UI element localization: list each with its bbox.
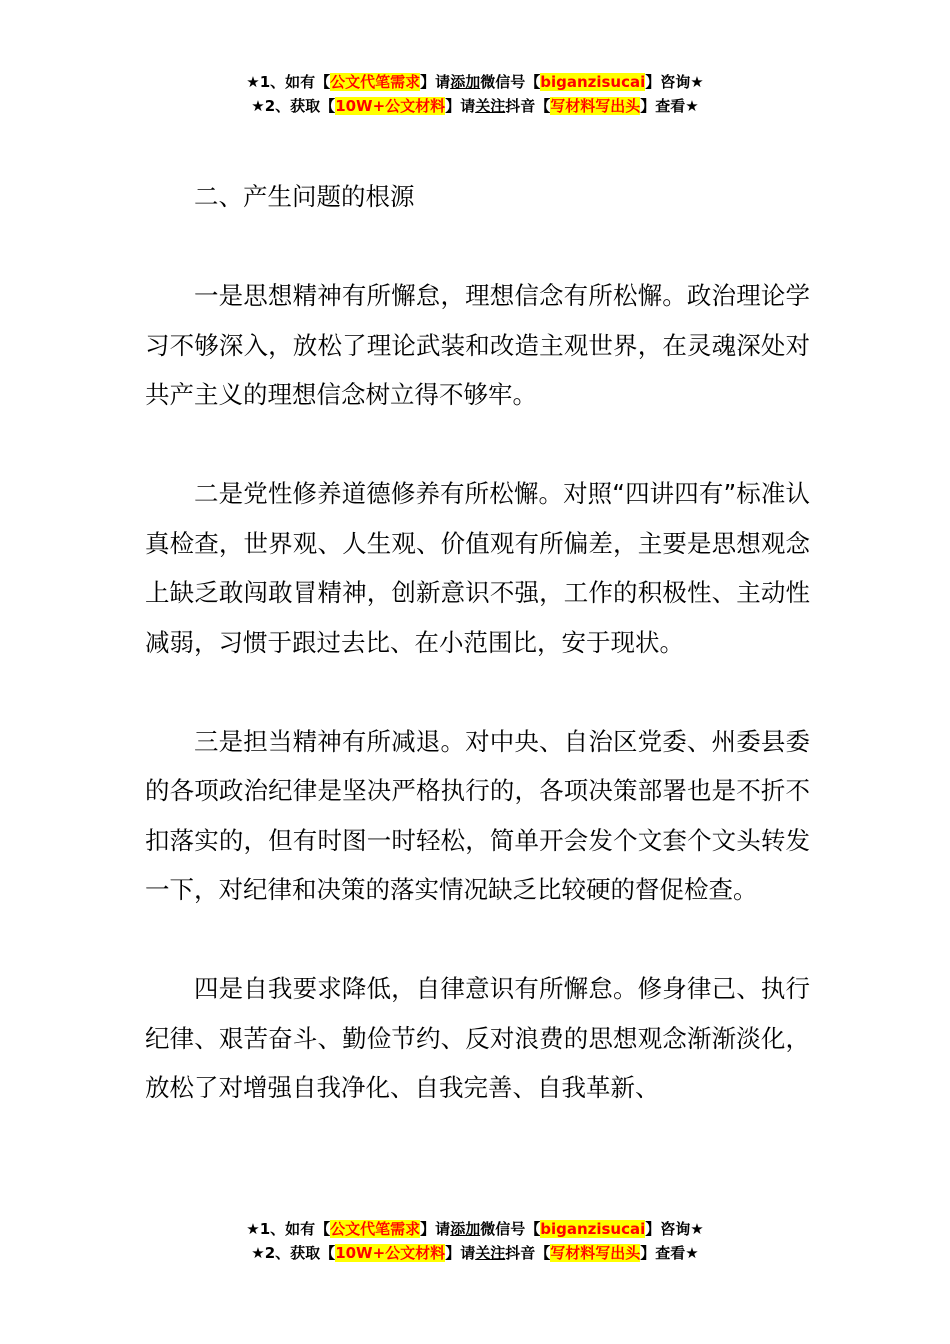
- banner-text: 微信号【: [480, 1220, 541, 1238]
- banner-line-2: [0, 1241, 950, 1265]
- banner-underlined: 添加: [450, 1220, 481, 1238]
- banner-text: 抖音【: [505, 1244, 551, 1262]
- banner-highlight: 公文代笔需求: [330, 1220, 421, 1238]
- banner-text: ★1、如有【: [246, 1220, 331, 1238]
- banner-highlight: 10W+公文材料: [335, 1244, 446, 1262]
- document-body: [145, 172, 810, 1113]
- banner-highlight: 10W+公文材料: [335, 97, 446, 115]
- banner-highlight: 写材料写出头: [550, 1244, 641, 1262]
- banner-text: 】请: [445, 1244, 476, 1262]
- banner-text: ★2、获取【: [251, 1244, 336, 1262]
- banner-text: 】咨询★: [645, 1220, 704, 1238]
- banner-highlight: biganzisucai: [540, 1220, 646, 1238]
- banner-text: 】查看★: [640, 1244, 699, 1262]
- paragraph: 二是党性修养道德修养有所松懈。对照“四讲四有”标准认真检查，世界观、人生观、价值观有所偏差，主要是思想观念上缺乏敢闯敢冒精神，创新意识不强，工作的积极性、主动性减弱，习惯于跟过去比、在小范围比，安于现状。: [145, 479, 810, 657]
- banner-highlight: biganzisucai: [540, 73, 646, 91]
- banner-line-1: [0, 1217, 950, 1241]
- banner-highlight: 公文代笔需求: [330, 73, 421, 91]
- banner-line-1: [0, 70, 950, 94]
- banner-text: ★1、如有【: [246, 73, 331, 91]
- banner-text: 微信号【: [480, 73, 541, 91]
- banner-text: 抖音【: [505, 97, 551, 115]
- banner-text: ★2、获取【: [251, 97, 336, 115]
- paragraph: 三是担当精神有所减退。对中央、自治区党委、州委县委的各项政治纪律是坚决严格执行的，各项决策部署也是不折不扣落实的，但有时图一时轻松，简单开会发个文套个文头转发一下，对纪律和决策的落实情况缺乏比较硬的督促检查。: [145, 726, 810, 904]
- banner-underlined: 关注: [475, 97, 506, 115]
- paragraph: 四是自我要求降低，自律意识有所懈怠。修身律己、执行纪律、艰苦奋斗、勤俭节约、反对浪费的思想观念渐渐淡化，放松了对增强自我净化、自我完善、自我革新、: [145, 974, 810, 1102]
- paragraph: 一是思想精神有所懈怠，理想信念有所松懈。政治理论学习不够深入，放松了理论武装和改造主观世界，在灵魂深处对共产主义的理想信念树立得不够牢。: [145, 281, 810, 409]
- banner-text: 】请: [420, 73, 451, 91]
- footer-banner: [0, 1217, 950, 1265]
- banner-text: 】查看★: [640, 97, 699, 115]
- banner-underlined: 关注: [475, 1244, 506, 1262]
- banner-underlined: 添加: [450, 73, 481, 91]
- banner-text: 】请: [445, 97, 476, 115]
- section-heading: 二、产生问题的根源: [194, 182, 415, 211]
- header-banner: [0, 70, 950, 118]
- banner-text: 】咨询★: [645, 73, 704, 91]
- banner-line-2: [0, 94, 950, 118]
- banner-highlight: 写材料写出头: [550, 97, 641, 115]
- banner-text: 】请: [420, 1220, 451, 1238]
